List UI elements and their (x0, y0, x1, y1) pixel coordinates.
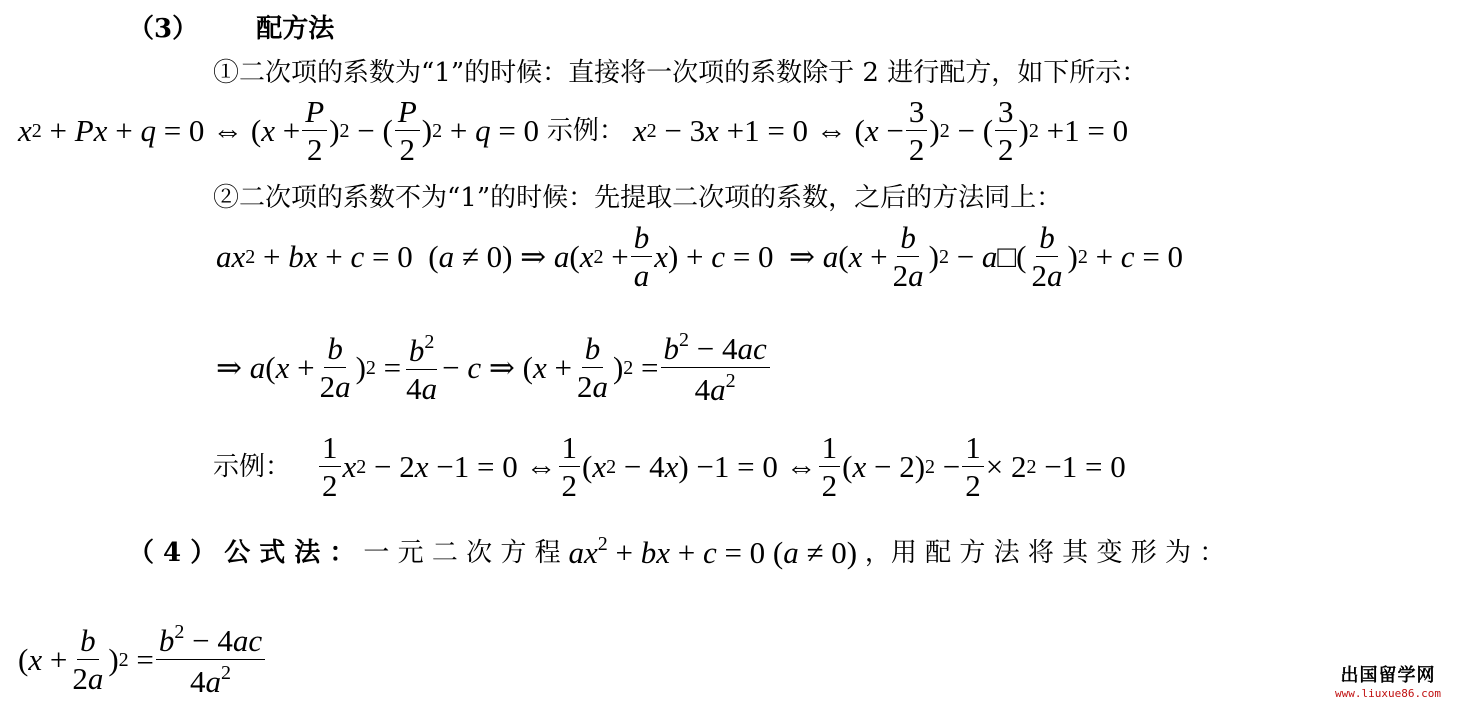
watermark-name: 出国留学网 (1340, 665, 1436, 686)
section-4-intro: 一 元 二 次 方 程 (363, 538, 561, 568)
section-3-item-1: ①二次项的系数为“1”的时候：直接将一次项的系数除于 2 进行配方，如下所示： (213, 58, 1148, 88)
example-label-1: 示例： (546, 115, 625, 146)
completing-square-example: 示例： $\frac{1}{2}$ x 2 − 2 x −1 = 0 ⇔ $\frac{1}{2}$ ( x 2 − 4 x ) −1 = 0 ⇔ $\frac{1}{2}$ ( x − 2) 2 − $\frac{1}{2}$ × 2 2 −1 = 0 (213, 430, 1126, 503)
section-3-number: （3） (128, 14, 199, 44)
completing-square-equation-2: ax 2 + bx + c = 0 ( a ≠ 0) ⇒ a ( x 2 + $\frac{b}{a}$ x ) + c = 0 ⇒ a ( x + $\frac{b}{2a}$ ) 2 − a □( $\frac{b}{2a}$ ) 2 + c = 0 (216, 220, 1184, 293)
section-4-after: ，用 配 方 法 将 其 变 形 为 ： (864, 538, 1226, 568)
example-label-2: 示例： (213, 451, 292, 482)
section-4-number: （ 4 ） (128, 538, 217, 568)
watermark-url: www.liuxue86.com (1335, 687, 1441, 700)
section-4-title: 公 式 法 ： (224, 538, 356, 568)
completing-square-equation-3: ⇒ a ( x + $\frac{b}{2a}$ ) 2 = $\frac{b^2}{4a}$ − c ⇒ ( x + $\frac{b}{2a}$ ) 2 = $\frac{b^2 - 4ac}{4a^2}$ (216, 330, 772, 405)
section-3-title: 配方法 (256, 14, 335, 44)
completing-square-equation-1: x 2 + Px + q = 0 ⇔ ( x + $\frac{P}{2}$ ) 2 − ( $\frac{P}{2}$ ) 2 + q = 0 示例： x 2 − 3 x +1 = 0 ⇔ ( x − $\frac{3}{2}$ ) 2 − ( $\frac{3}{2}$ ) 2 +1 = 0 (18, 94, 1129, 167)
quadratic-formula-derivation: ( x + $\frac{b}{2a}$ ) 2 = $\frac{b^2 - 4ac}{4a^2}$ (18, 622, 267, 697)
section-4-heading (128, 532, 1225, 569)
watermark-logo (1335, 661, 1441, 700)
section-3-heading (128, 8, 334, 45)
section-3-item-2: ②二次项的系数不为“1”的时候：先提取二次项的系数，之后的方法同上： (213, 183, 1063, 213)
quadratic-general-form: $ax^2$ + bx + c = 0 (a ≠ 0) (568, 532, 865, 570)
